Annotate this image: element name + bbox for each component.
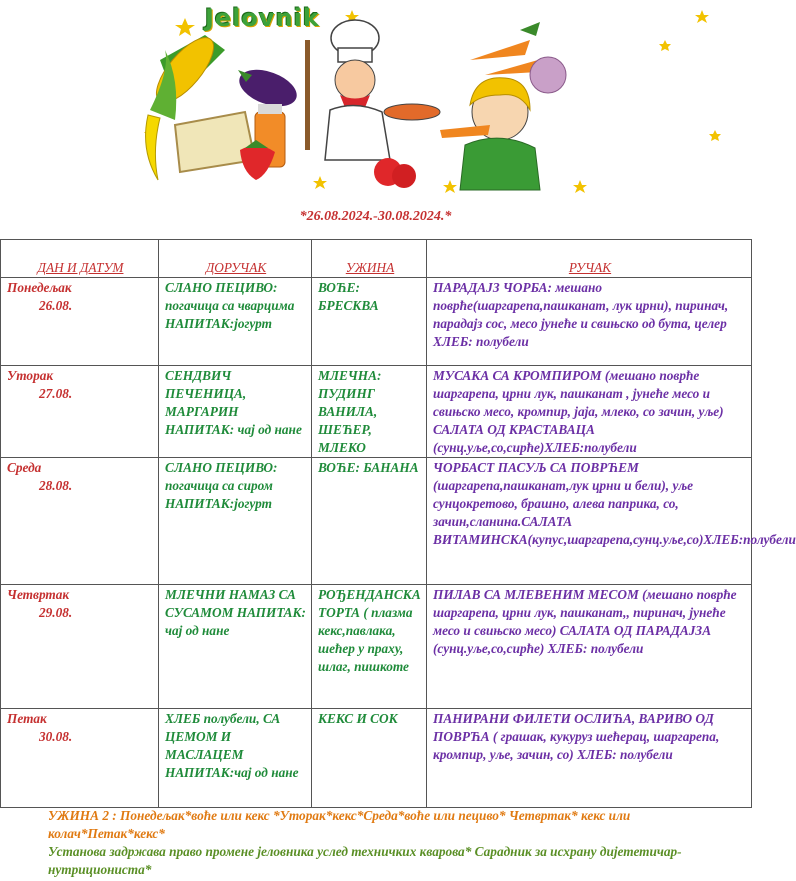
table-row: [1, 458, 752, 585]
breakfast-cell: СЛАНО ПЕЦИВО: погачица са чварцима НАПИТАК:јогурт: [159, 278, 312, 366]
snack-cell: РОЂЕНДАНСКА ТОРТА ( плазма кекс,павлака, шећер у праху, шлаг, пишкоте: [312, 585, 427, 709]
column-header-lunch: РУЧАК: [427, 240, 752, 278]
day-date: 30.08.: [39, 729, 73, 744]
lunch-cell: ПАРАДАЈЗ ЧОРБА: мешано поврће(шаргарепа,пашканат, лук црни), пиринач, парадајз сос, месо јунеће и свињско од бута, целер ХЛЕБ: полубели: [427, 278, 752, 366]
lunch-cell: МУСАКА СА КРОМПИРОМ (мешано поврће шаргарепа, црни лук, пашканат , јунеће месо и свињско месо, кромпир, јаја, млеко, со зачин, уље) САЛАТА ОД КРАСТАВАЦА (сунц.уље,со,сирће)ХЛЕБ:полубели: [427, 366, 752, 458]
snack-cell: МЛЕЧНА: ПУДИНГ ВАНИЛА, ШЕЋЕР, МЛЕКО: [312, 366, 427, 458]
menu-table: [0, 239, 796, 808]
table-row: [1, 278, 752, 366]
table-row: [1, 709, 752, 808]
day-name: Среда: [7, 460, 42, 475]
day-date: 26.08.: [39, 298, 73, 313]
lunch-cell: ЧОРБАСТ ПАСУЉ СА ПОВРЋЕМ (шаргарепа,пашканат,лук црни и бели), уље сунцокретово, брашно, алева паприка, со, зачин,сланина.САЛАТА ВИТАМИНСКА(купус,шаргарепа,сунц.уље,со)ХЛЕБ:полубели: [427, 458, 752, 585]
day-name: Петак: [7, 711, 47, 726]
page-title: Jelovnik: [205, 4, 320, 32]
breakfast-cell: ХЛЕБ полубели, СА ЦЕМОМ И МАСЛАЦЕМ НАПИТАК:чај од нане: [159, 709, 312, 808]
day-cell: [1, 585, 159, 709]
food-illustration: [0, 0, 751, 200]
day-cell: [1, 458, 159, 585]
snack-cell: ВОЋЕ: БРЕСКВА: [312, 278, 427, 366]
table-row: [1, 585, 752, 709]
lunch-cell: ПАНИРАНИ ФИЛЕТИ ОСЛИЋА, ВАРИВО ОД ПОВРЋА ( грашак, кукуруз шећерац, шаргарепа, кромпир, уље, зачин, со) ХЛЕБ: полубели: [427, 709, 752, 808]
day-date: 27.08.: [39, 386, 73, 401]
day-name: Четвртак: [7, 587, 70, 602]
day-name: Уторак: [7, 368, 54, 383]
breakfast-cell: СЛАНО ПЕЦИВО: погачица са сиром НАПИТАК:јогурт: [159, 458, 312, 585]
breakfast-cell: МЛЕЧНИ НАМАЗ СА СУСАМОМ НАПИТАК: чај од нане: [159, 585, 312, 709]
day-date: 28.08.: [39, 478, 73, 493]
day-cell: [1, 278, 159, 366]
header-illustration: [0, 0, 751, 200]
footer-notes: [48, 807, 738, 879]
snack2-note: УЖИНА 2 : Понедељак*воће или кекс *Уторак*кекс*Среда*воће или пециво* Четвртак* кекс или колач*Петак*кекс*: [48, 808, 631, 841]
day-cell: [1, 709, 159, 808]
day-name: Понедељак: [7, 280, 72, 295]
lunch-cell: ПИЛАВ СА МЛЕВЕНИМ МЕСОМ (мешано поврће шаргарепа, црни лук, пашканат,, пиринач, јунеће месо и свињско месо) САЛАТА ОД ПАРАДАЈЗА (сунц.уље,со,сирће) ХЛЕБ: полубели: [427, 585, 752, 709]
snack-cell: КЕКС И СОК: [312, 709, 427, 808]
snack-cell: ВОЋЕ: БАНАНА: [312, 458, 427, 585]
date-range: *26.08.2024.-30.08.2024.*: [299, 209, 452, 224]
disclaimer-note: Установа задржава право промене јеловника услед техничких кварова* Сарадник за исхрану дијететичар-нутрициониста*: [48, 844, 682, 877]
column-header-snack: УЖИНА: [312, 240, 427, 278]
column-header-breakfast: ДОРУЧАК: [159, 240, 312, 278]
day-cell: [1, 366, 159, 458]
table-row: [1, 366, 752, 458]
breakfast-cell: СЕНДВИЧ ПЕЧЕНИЦА, МАРГАРИН НАПИТАК: чај од нане: [159, 366, 312, 458]
column-header-day: ДАН И ДАТУМ: [1, 240, 159, 278]
table-header-row: [1, 240, 752, 278]
day-date: 29.08.: [39, 605, 73, 620]
